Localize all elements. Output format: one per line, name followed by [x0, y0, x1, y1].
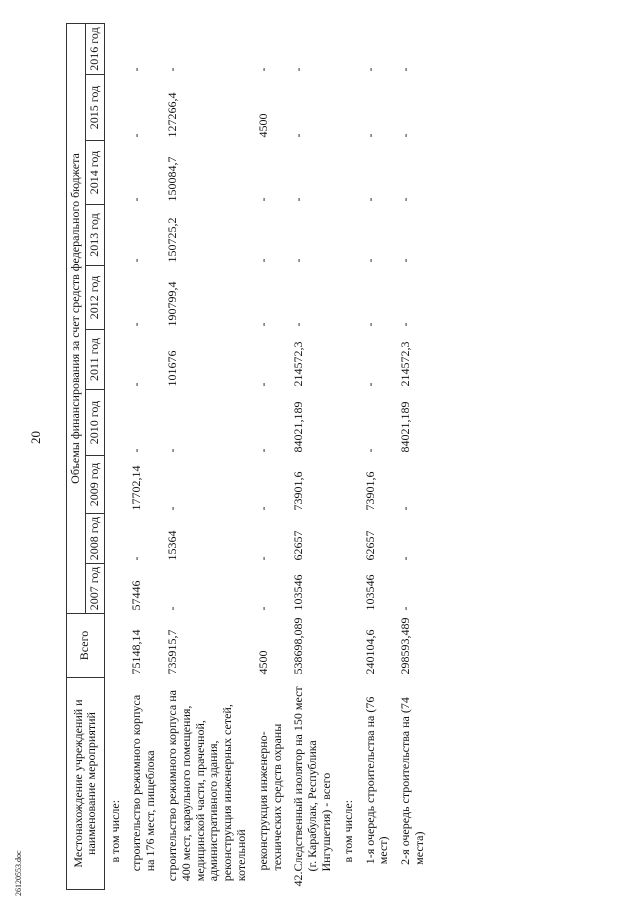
row-total: 75148,14: [129, 629, 144, 675]
row-name-cell: [288, 678, 337, 890]
row-name-cell: [126, 678, 162, 890]
year-value-cell: [338, 24, 360, 75]
row-number: [130, 871, 158, 886]
year-value-cell: -: [164, 506, 179, 511]
year-value-cell: -: [255, 258, 270, 263]
year-value-cell: 73901,6: [362, 471, 377, 511]
row-name-cell: [338, 678, 360, 890]
year-value-cell: 127266,4: [164, 92, 179, 138]
year-value-cell: [104, 390, 126, 456]
row-name-cell: [395, 678, 431, 890]
year-value-cell: 73901,6: [291, 471, 306, 511]
table-row: [338, 24, 360, 890]
year-value-cell: -: [255, 67, 270, 72]
year-value-cell: -: [291, 133, 306, 138]
row-number: [364, 864, 392, 886]
table-row: [104, 24, 126, 890]
header-year: 2011 год: [85, 330, 104, 390]
year-value-cell: 214572,3: [398, 341, 413, 387]
row-name: в том числе:: [107, 799, 122, 863]
row-total: 298593,489: [398, 617, 413, 675]
year-value-cell: [338, 514, 360, 564]
year-value-cell: [104, 205, 126, 266]
row-number: [109, 863, 123, 887]
row-name-cell: [104, 678, 126, 890]
year-value-cell: -: [362, 382, 377, 387]
row-number: [166, 881, 249, 886]
year-value-cell: 150725,2: [164, 217, 179, 263]
year-value-cell: 84021,189: [291, 401, 306, 453]
row-total: [338, 614, 360, 678]
year-value-cell: -: [398, 258, 413, 263]
row-total: 538698,089: [291, 617, 306, 675]
row-number: [342, 863, 356, 887]
year-value-cell: -: [398, 322, 413, 327]
year-value-cell: -: [398, 556, 413, 561]
page-number: 20: [28, 431, 43, 444]
year-value-cell: -: [129, 258, 144, 263]
year-value-cell: -: [362, 448, 377, 453]
row-name: строительство режимного корпуса на 400 мест, караульного помещения, медицинской части, прачечной, административного здания, реконструкция инженерных сетей, котельной: [164, 690, 248, 882]
year-value-cell: -: [129, 556, 144, 561]
year-value-cell: -: [164, 606, 179, 611]
year-value-cell: -: [398, 606, 413, 611]
year-value-cell: [338, 205, 360, 266]
year-value-cell: [338, 141, 360, 205]
table-row: [360, 24, 396, 890]
year-value-cell: [338, 330, 360, 390]
row-total: 4500: [255, 650, 270, 675]
year-value-cell: 62657: [362, 530, 377, 561]
year-value-cell: [104, 24, 126, 75]
year-value-cell: -: [362, 197, 377, 202]
year-value-cell: [104, 456, 126, 514]
year-value-cell: 150084,7: [164, 156, 179, 202]
table-row: [126, 24, 162, 890]
header-year: 2008 год: [85, 514, 104, 564]
row-name-cell: [162, 678, 253, 890]
header-year: 2015 год: [85, 75, 104, 141]
table-row: [395, 24, 431, 890]
year-value-cell: 4500: [255, 113, 270, 138]
year-value-cell: [104, 266, 126, 330]
year-value-cell: -: [362, 322, 377, 327]
year-value-cell: -: [398, 506, 413, 511]
year-value-cell: -: [129, 448, 144, 453]
year-value-cell: [104, 514, 126, 564]
row-name-cell: [253, 678, 289, 890]
year-value-cell: -: [255, 322, 270, 327]
row-name: реконструкция инженерно-технических средств охраны: [255, 723, 284, 871]
rotated-table-wrapper: [66, 24, 612, 890]
row-name: 1-я очередь строительства на (76 мест): [362, 696, 391, 865]
table-row: [288, 24, 337, 890]
table-row: [162, 24, 253, 890]
year-value-cell: -: [129, 133, 144, 138]
header-year: 2016 год: [85, 24, 104, 75]
header-total: Всего: [67, 614, 105, 678]
year-value-cell: -: [255, 382, 270, 387]
table-body: [104, 24, 431, 890]
header-year: 2009 год: [85, 456, 104, 514]
year-value-cell: [338, 75, 360, 141]
header-year: 2007 год: [85, 564, 104, 614]
year-value-cell: 57446: [129, 580, 144, 611]
year-value-cell: -: [291, 67, 306, 72]
year-value-cell: [104, 564, 126, 614]
year-value-cell: -: [129, 197, 144, 202]
row-number: [399, 865, 427, 887]
row-name: строительство режимного корпуса на 176 мест, пищеблока: [129, 694, 158, 872]
row-name: Следственный изолятор на 150 мест (г. Карабулак, Республика Ингушетия) - всего: [291, 686, 333, 872]
year-value-cell: -: [129, 382, 144, 387]
year-value-cell: 62657: [291, 530, 306, 561]
year-value-cell: -: [255, 506, 270, 511]
year-value-cell: -: [291, 197, 306, 202]
year-value-cell: 103546: [291, 574, 306, 611]
year-value-cell: -: [129, 67, 144, 72]
row-name: 2-я очередь строительства на (74 места): [398, 697, 426, 865]
header-name: Местонахождение учреждений и наименование мероприятий: [67, 678, 105, 890]
year-value-cell: -: [255, 606, 270, 611]
year-value-cell: -: [291, 322, 306, 327]
table-row: [253, 24, 289, 890]
year-value-cell: -: [362, 133, 377, 138]
header-year: 2013 год: [85, 205, 104, 266]
year-value-cell: [338, 390, 360, 456]
row-total: 735915,7: [164, 629, 179, 675]
year-value-cell: 15364: [164, 530, 179, 561]
header-year: 2010 год: [85, 390, 104, 456]
year-value-cell: 101676: [164, 350, 179, 387]
year-value-cell: [338, 456, 360, 514]
year-value-cell: 190799,4: [164, 281, 179, 327]
year-value-cell: -: [255, 197, 270, 202]
year-value-cell: -: [291, 258, 306, 263]
year-value-cell: [338, 266, 360, 330]
year-value-cell: [338, 564, 360, 614]
year-value-cell: [104, 330, 126, 390]
row-total: 240104,6: [362, 629, 377, 675]
row-number: 42.: [291, 871, 306, 887]
header-year: 2014 год: [85, 141, 104, 205]
year-value-cell: -: [255, 556, 270, 561]
row-total: [104, 614, 126, 678]
year-value-cell: -: [398, 67, 413, 72]
year-value-cell: [104, 141, 126, 205]
year-value-cell: -: [255, 448, 270, 453]
year-value-cell: -: [362, 67, 377, 72]
year-value-cell: [104, 75, 126, 141]
year-value-cell: -: [398, 197, 413, 202]
row-name-cell: [360, 678, 396, 890]
row-number: [257, 871, 285, 887]
year-value-cell: -: [398, 133, 413, 138]
year-value-cell: 84021,189: [398, 401, 413, 453]
header-funding-group: Объемы финансирования за счет средств федерального бюджета: [67, 24, 86, 614]
year-value-cell: 103546: [362, 574, 377, 611]
year-value-cell: -: [164, 67, 179, 72]
funding-table: [66, 23, 431, 890]
document-footer: 2612055З.doc: [14, 850, 23, 896]
year-value-cell: -: [164, 448, 179, 453]
year-value-cell: 17702,14: [129, 465, 144, 511]
row-name: в том числе:: [340, 799, 355, 863]
year-value-cell: -: [362, 258, 377, 263]
header-year: 2012 год: [85, 266, 104, 330]
year-value-cell: -: [129, 322, 144, 327]
year-value-cell: 214572,3: [291, 341, 306, 387]
